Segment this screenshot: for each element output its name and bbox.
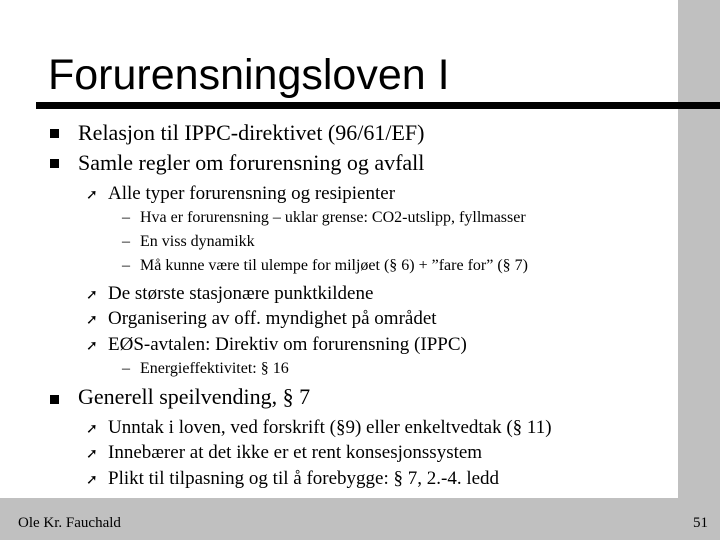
bullet-item: En viss dynamikk — [140, 233, 255, 250]
bullet-item: Innebærer at det ikke er et rent konsesjonssystem — [108, 442, 483, 463]
bullet-item: Organisering av off. myndighet på området — [108, 308, 437, 329]
arrow-bullet-icon: ➚ — [86, 421, 98, 437]
footer-author: Ole Kr. Fauchald — [18, 515, 121, 531]
page-number: 51 — [693, 515, 708, 531]
arrow-bullet-icon: ➚ — [86, 287, 98, 303]
bullet-item: Energieffektivitet: § 16 — [140, 360, 289, 377]
arrow-bullet-icon: ➚ — [86, 338, 98, 354]
bullet-item: Må kunne være til ulempe for miljøet (§ 6) + ”fare for” (§ 7) — [140, 257, 528, 274]
bullet-item: Generell speilvending, § 7 — [78, 384, 311, 409]
bullet-item: Relasjon til IPPC-direktivet (96/61/EF) — [78, 120, 425, 145]
bullet-item: De største stasjonære punktkildene — [108, 283, 374, 304]
slide-title: Forurensningsloven I — [48, 51, 450, 99]
bullet-item: Hva er forurensning – uklar grense: CO2-utslipp, fyllmasser — [140, 209, 526, 226]
square-bullet-icon — [50, 159, 59, 168]
arrow-bullet-icon: ➚ — [86, 187, 98, 203]
bullet-item: Plikt til tilpasning og til å forebygge: § 7, 2.-4. ledd — [108, 468, 500, 489]
dash-bullet: – — [122, 360, 130, 377]
dash-bullet: – — [122, 257, 130, 274]
bullet-item: Samle regler om forurensning og avfall — [78, 150, 425, 175]
square-bullet-icon — [50, 395, 59, 404]
bullet-item: Unntak i loven, ved forskrift (§9) eller enkeltvedtak (§ 11) — [108, 417, 552, 438]
square-bullet-icon — [50, 129, 59, 138]
right-decorative-band — [678, 0, 720, 498]
arrow-bullet-icon: ➚ — [86, 472, 98, 488]
title-underline — [36, 102, 720, 109]
arrow-bullet-icon: ➚ — [86, 312, 98, 328]
arrow-bullet-icon: ➚ — [86, 446, 98, 462]
dash-bullet: – — [122, 209, 130, 226]
bullet-item: Alle typer forurensning og resipienter — [108, 183, 396, 204]
dash-bullet: – — [122, 233, 130, 250]
bullet-item: EØS-avtalen: Direktiv om forurensning (IPPC) — [108, 334, 467, 355]
